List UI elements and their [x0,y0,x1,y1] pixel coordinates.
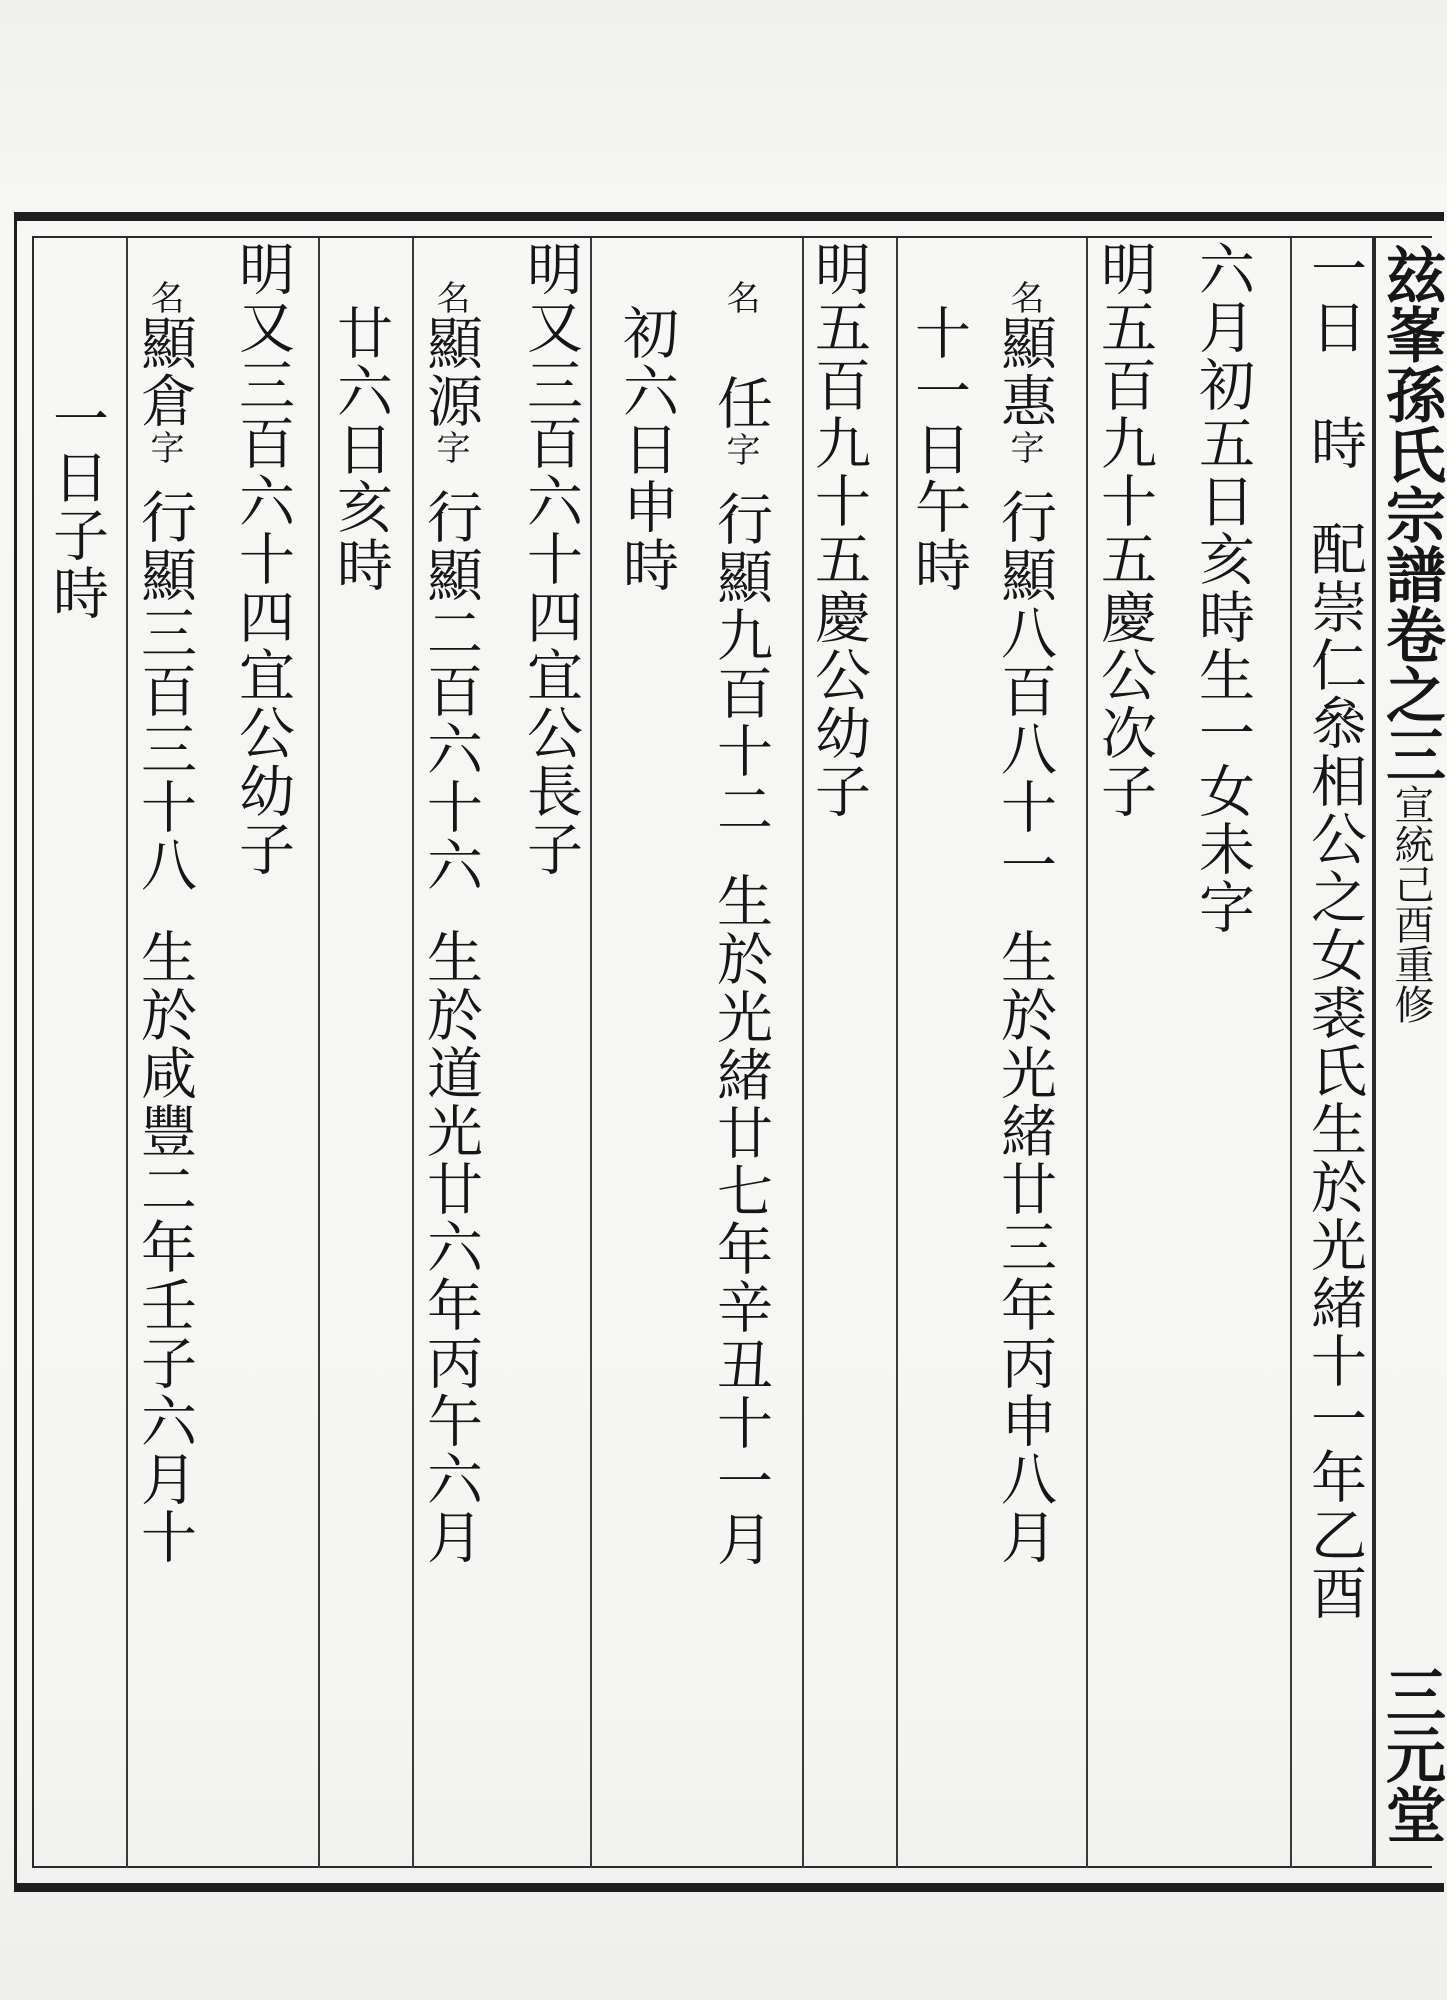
margin-title [1376,244,1446,1864]
column-rule [1290,238,1292,1868]
text-column-3 [1092,240,1157,1868]
column-rule [802,238,804,1868]
text-column-4 [992,240,1057,1868]
column-rule [896,238,898,1868]
name-marker: 名 [430,280,470,314]
column-rule [590,238,592,1868]
text-column-2 [1190,240,1255,1868]
column-rest: 配崇仁叅相公之女裘氏生於光緒十一年乙酉 [1302,520,1367,1622]
text-column-8 [614,240,679,1868]
column-main: 明五百九十五慶公幼子 [806,240,871,820]
column-rule [126,238,128,1868]
column-rest: 生一女未字 [1190,646,1255,936]
given-name: 顯惠 [992,314,1057,430]
column-rule [1086,238,1088,1868]
column-main: 一日 時 [1302,240,1367,472]
generation-rank: 行顯三百三十八 [132,488,197,894]
column-main: 廿六日亥時 [328,304,393,594]
column-rule [412,238,414,1868]
given-name: 顯源 [418,314,483,430]
column-rule [318,238,320,1868]
column-main: 初六日申時 [614,304,679,594]
text-column-14 [44,240,109,1868]
column-main: 十一日午時 [906,304,971,594]
style-marker: 字 [720,432,760,466]
name-marker: 名 [720,280,760,314]
text-column-12 [230,240,295,1868]
column-main: 一日子時 [44,390,109,622]
birth-record: 生於光緒廿三年丙申八月 [992,928,1057,1566]
given-name: 任 [708,374,773,432]
column-main: 明又三百六十四宜公幼子 [230,240,295,878]
birth-record: 生於光緒廿七年辛丑十一月 [708,872,773,1568]
generation-rank: 行顯二百六十六 [418,488,483,894]
text-column-9 [518,240,583,1868]
name-marker: 名 [144,280,184,314]
hall-name: 三元堂 [1376,1664,1446,1844]
generation-rank: 行顯九百十二 [708,490,773,838]
text-column-6 [806,240,871,1868]
column-main: 明又三百六十四宜公長子 [518,240,583,878]
given-name: 顯倉 [132,314,197,430]
column-main: 六月初五日亥時 [1190,240,1255,646]
text-column-5 [906,240,971,1868]
name-marker: 名 [1004,280,1044,314]
text-column-13 [132,240,197,1868]
birth-record: 生於咸豐二年壬子六月十 [132,928,197,1566]
text-column-11 [328,240,393,1868]
generation-rank: 行顯八百八十一 [992,488,1057,894]
style-marker: 字 [144,430,184,464]
column-main: 明五百九十五慶公次子 [1092,240,1157,820]
genealogy-title: 玆峯孫氏宗譜卷之三 [1376,244,1446,784]
text-column-1 [1302,240,1367,1868]
birth-record: 生於道光廿六年丙午六月 [418,928,483,1566]
text-column-10 [418,240,483,1868]
edition-note: 宣統己酉重修 [1388,784,1434,1024]
style-marker: 字 [1004,430,1044,464]
text-column-7 [708,240,773,1868]
style-marker: 字 [430,430,470,464]
